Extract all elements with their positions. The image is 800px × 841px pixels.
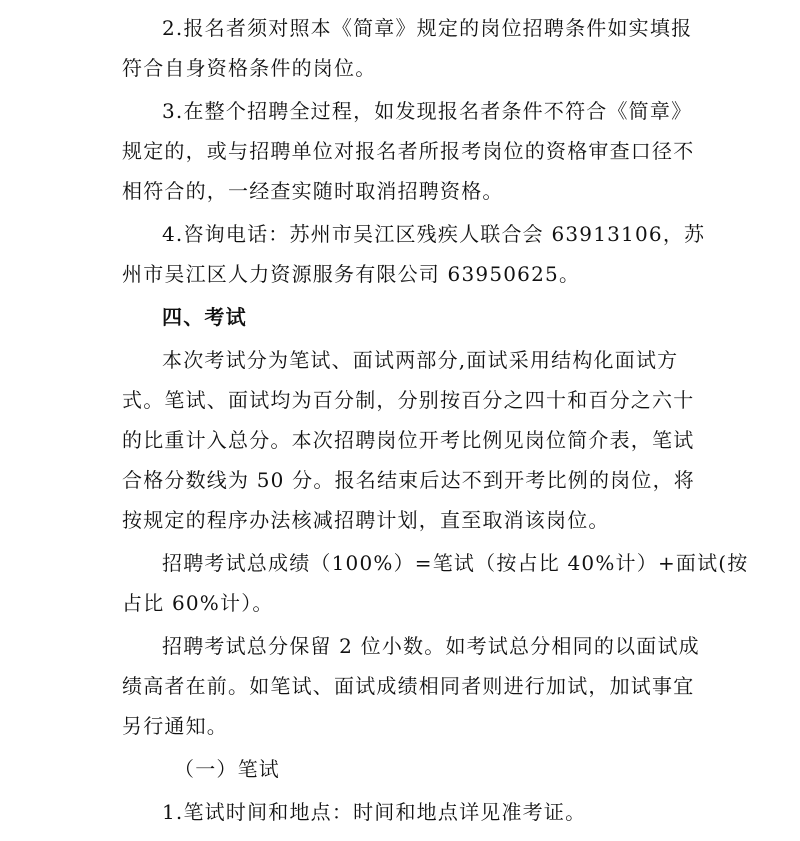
paragraph-line: 2.报名者须对照本《简章》规定的岗位招聘条件如实填报 xyxy=(162,16,693,40)
paragraph-line: 按规定的程序办法核减招聘计划，直至取消该岗位。 xyxy=(122,508,610,532)
paragraph-line: 4.咨询电话：苏州市吴江区残疾人联合会 63913106，苏 xyxy=(162,222,706,246)
paragraph-line: 相符合的，一经查实随时取消招聘资格。 xyxy=(122,179,504,203)
paragraph-line: 规定的，或与招聘单位对报名者所报考岗位的资格审查口径不 xyxy=(122,139,695,163)
document-page xyxy=(122,8,749,832)
paragraph-line: 招聘考试总成绩（100%）=笔试（按占比 40%计）+面试(按 xyxy=(162,551,749,575)
subsection-heading: （一）笔试 xyxy=(174,757,280,781)
paragraph-line: 式。笔试、面试均为百分制，分别按百分之四十和百分之六十 xyxy=(122,388,695,412)
paragraph-line: 3.在整个招聘全过程，如发现报名者条件不符合《简章》 xyxy=(162,99,693,123)
paragraph-line: 符合自身资格条件的岗位。 xyxy=(122,56,377,80)
paragraph-line: 本次考试分为笔试、面试两部分,面试采用结构化面试方 xyxy=(162,348,679,372)
paragraph-line: 招聘考试总分保留 2 位小数。如考试总分相同的以面试成 xyxy=(162,634,700,658)
paragraph-line: 的比重计入总分。本次招聘岗位开考比例见岗位简介表，笔试 xyxy=(122,428,695,452)
paragraph-line: 合格分数线为 50 分。报名结束后达不到开考比例的岗位，将 xyxy=(122,468,695,492)
paragraph-line: 占比 60%计）。 xyxy=(122,591,274,615)
paragraph-line: 另行通知。 xyxy=(122,714,228,738)
paragraph-line: 绩高者在前。如笔试、面试成绩相同者则进行加试，加试事宜 xyxy=(122,674,695,698)
section-heading: 四、考试 xyxy=(162,305,247,329)
paragraph-line: 州市吴江区人力资源服务有限公司 63950625。 xyxy=(122,262,581,286)
paragraph-line: 1.笔试时间和地点：时间和地点详见准考证。 xyxy=(162,800,587,824)
